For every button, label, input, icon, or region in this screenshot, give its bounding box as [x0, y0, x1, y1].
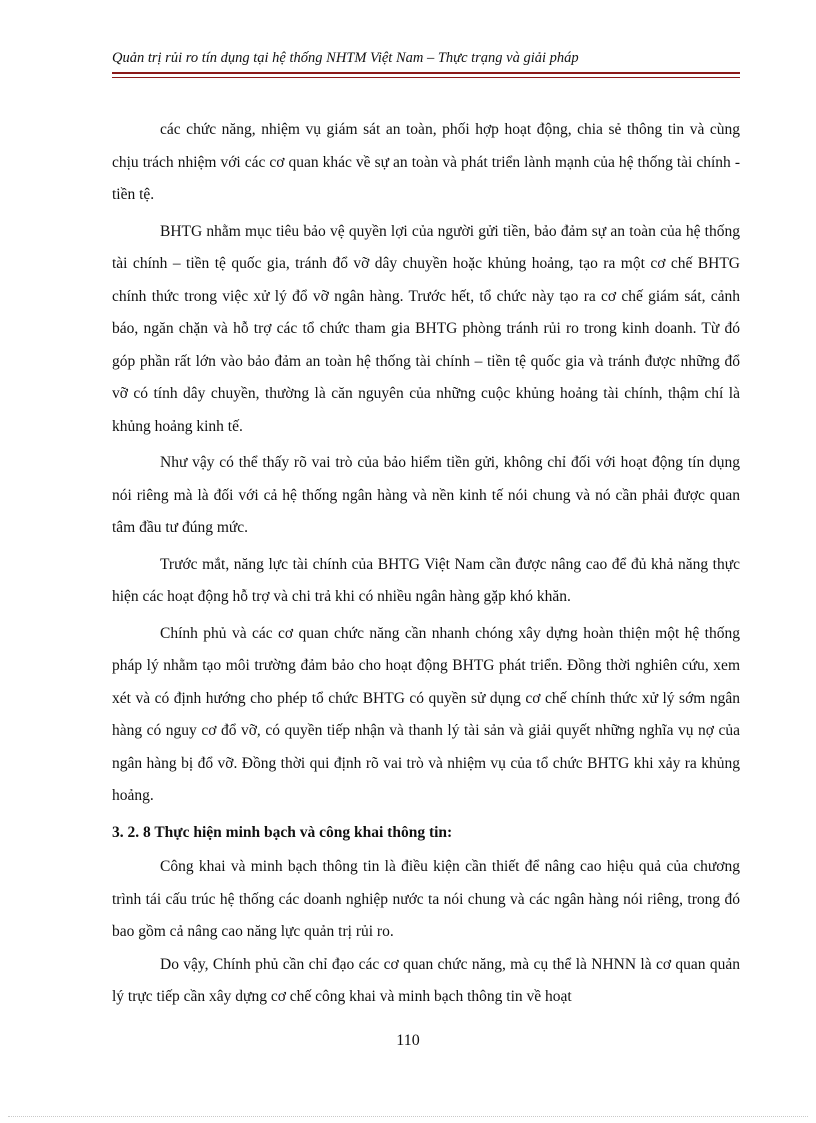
header-rule-thick [112, 72, 740, 74]
paragraph: Do vậy, Chính phủ cần chỉ đạo các cơ quan chức năng, mà cụ thể là NHNN là cơ quan quản lý trực tiếp cần xây dựng cơ chế công khai và minh bạch thông tin về hoạt [112, 955, 740, 1005]
paragraph: Trước mắt, năng lực tài chính của BHTG Việt Nam cần được nâng cao để đủ khả năng thực hiện các hoạt động hỗ trợ và chi trả khi có nhiều ngân hàng gặp khó khăn. [112, 555, 740, 605]
paragraph: các chức năng, nhiệm vụ giám sát an toàn, phối hợp hoạt động, chia sẻ thông tin và cùng chịu trách nhiệm với các cơ quan khác về sự an toàn và phát triển lành mạnh của hệ thống tài chính - tiền tệ. [112, 121, 740, 203]
paragraph: BHTG nhằm mục tiêu bảo vệ quyền lợi của người gửi tiền, bảo đảm sự an toàn của hệ thống tài chính – tiền tệ quốc gia, tránh đổ vỡ dây chuyền hoặc khủng hoảng, tạo ra một cơ chế BHTG chính thức trong việc xử lý đổ vỡ ngân hàng. Trước hết, tổ chức này tạo ra cơ chế giám sát, cảnh báo, ngăn chặn và hỗ trợ các tổ chức tham gia BHTG phòng tránh rủi ro trong kinh doanh. Từ đó góp phần rất lớn vào bảo đảm an toàn hệ thống tài chính – tiền tệ quốc gia và tránh được những đổ vỡ có tính dây chuyền, thường là căn nguyên của những cuộc khủng hoảng tài chính, thậm chí là khủng hoảng kinh tế. [112, 222, 740, 435]
footer-dotted-line [8, 1116, 808, 1117]
paragraph: Chính phủ và các cơ quan chức năng cần nhanh chóng xây dựng hoàn thiện một hệ thống pháp lý nhằm tạo môi trường đảm bảo cho hoạt động BHTG phát triển. Đồng thời nghiên cứu, xem xét và có định hướng cho phép tổ chức BHTG có quyền sử dụng cơ chế chính thức xử lý sớm ngân hàng có nguy cơ đổ vỡ, có quyền tiếp nhận và thanh lý tài sản và giải quyết những nghĩa vụ nợ của ngân hàng bị đổ vỡ. Đồng thời qui định rõ vai trò và nhiệm vụ của tổ chức BHTG khi xảy ra khủng hoảng. [112, 624, 740, 804]
header-rule-thin [112, 77, 740, 78]
paragraph: Như vậy có thể thấy rõ vai trò của bảo hiểm tiền gửi, không chỉ đối với hoạt động tín dụng nói riêng mà là đối với cả hệ thống ngân hàng và nền kinh tế nói chung và nó cần phải được quan tâm đầu tư đúng mức. [112, 454, 740, 536]
page-body [112, 114, 740, 1014]
running-header: Quản trị rủi ro tín dụng tại hệ thống NHTM Việt Nam – Thực trạng và giải pháp [112, 50, 579, 66]
page-number: 110 [396, 1032, 420, 1049]
paragraph: Công khai và minh bạch thông tin là điều kiện cần thiết để nâng cao hiệu quả của chương trình tái cấu trúc hệ thống các doanh nghiệp nước ta nói chung và các ngân hàng nói riêng, trong đó bao gồm cả nâng cao năng lực quản trị rủi ro. [112, 858, 740, 940]
section-heading: 3. 2. 8 Thực hiện minh bạch và công khai thông tin: [112, 823, 453, 841]
